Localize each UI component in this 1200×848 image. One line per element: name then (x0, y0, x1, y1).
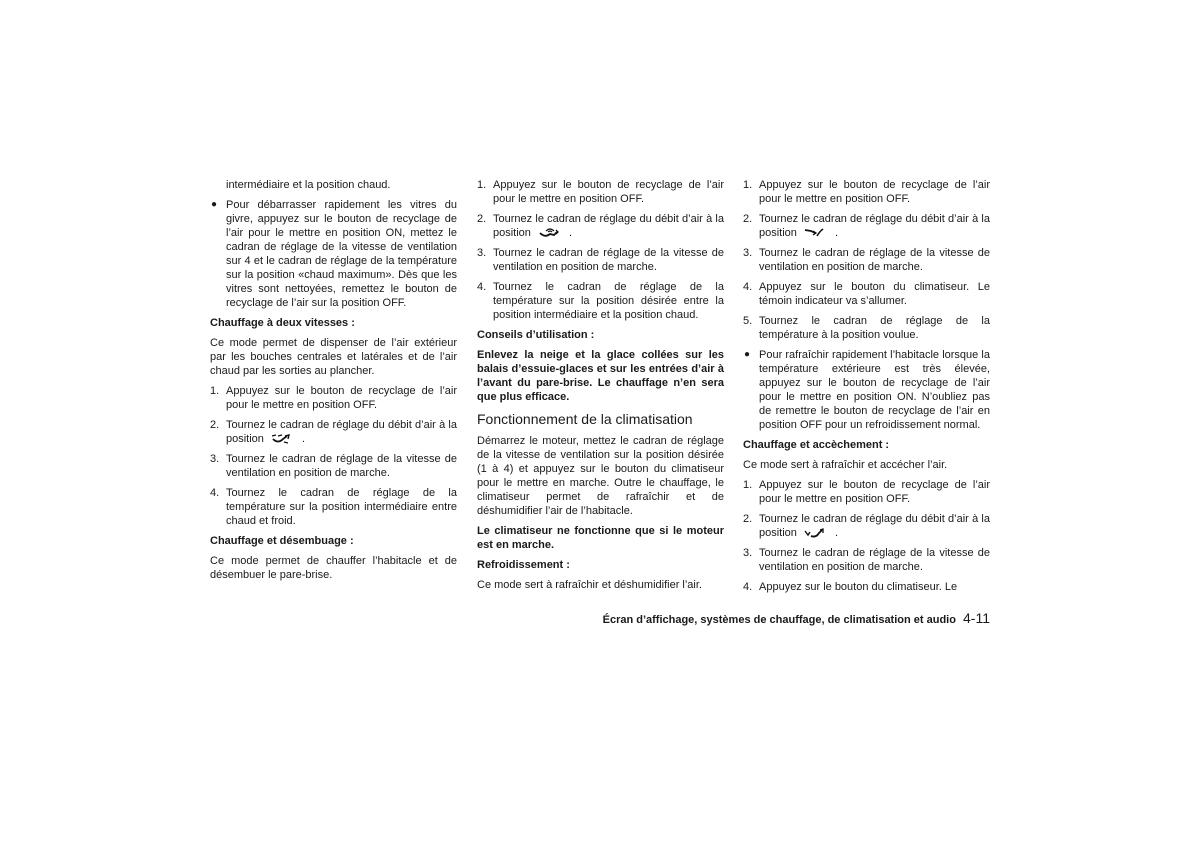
step-number: 4. (743, 281, 753, 293)
bullet-icon: ● (744, 349, 751, 360)
step-number: 5. (743, 315, 753, 327)
bullet-list (210, 198, 457, 310)
step-number: 2. (477, 213, 487, 225)
step-text: Appuyez sur le bouton de recyclage de l’air pour le mettre en position OFF. (493, 179, 724, 205)
step-text-end: . (835, 527, 839, 539)
footer-title: Écran d’affichage, systèmes de chauffage, de climatisation et audio (602, 614, 956, 626)
heading-conseils: Conseils d’utilisation : (477, 329, 595, 341)
steps-list (743, 478, 990, 594)
step-text-end: . (835, 227, 839, 239)
step-text: Tournez le cadran de réglage de la température à la position voulue. (759, 315, 990, 341)
column-1 (210, 178, 457, 588)
paragraph-desembuage: Ce mode permet de chauffer l’habitacle et de désembuer le pare-brise. (210, 555, 457, 581)
list-item (743, 546, 990, 574)
page-number: 4-11 (963, 610, 990, 626)
list-item (743, 280, 990, 308)
step-text: Appuyez sur le bouton de recyclage de l’air pour le mettre en position OFF. (226, 385, 457, 411)
paragraph-deux-vitesses: Ce mode permet de dispenser de l’air extérieur par les bouches centrales et latérales et de l’air chaud par les sorties au plancher. (210, 337, 457, 377)
step-number: 3. (743, 247, 753, 259)
continued-text: intermédiaire et la position chaud. (226, 179, 391, 191)
paragraph-conseils: Enlevez la neige et la glace collées sur les balais d’essuie-glaces et sur les entrées d’air à l’avant du pare-brise. Le chauffage n’en sera que plus efficace. (477, 349, 724, 403)
step-text: Tournez le cadran de réglage du débit d’air à la position (759, 513, 990, 539)
list-item (743, 478, 990, 506)
step-number: 3. (743, 547, 753, 559)
list-item (743, 212, 990, 240)
list-item (210, 384, 457, 412)
step-text: Tournez le cadran de réglage de la température sur la position désirée entre la position intermédiaire et la position chaud. (493, 281, 724, 321)
step-text: Tournez le cadran de réglage de la vitesse de ventilation en position de marche. (759, 247, 990, 273)
steps-list (210, 384, 457, 528)
step-number: 1. (210, 385, 220, 397)
paragraph-fonctionnement: Démarrez le moteur, mettez le cadran de réglage de la vitesse de ventilation sur la position désirée (1 à 4) et appuyez sur le bouton du climatiseur pour le mettre en marche. Outre le chauffage, le climatiseur permet de rafraîchir et de déshumidifier l’air de l’habitacle. (477, 435, 724, 517)
step-text: Tournez le cadran de réglage de la température sur la position intermédiaire entre chaud et froid. (226, 487, 457, 527)
list-item (743, 246, 990, 274)
step-number: 3. (210, 453, 220, 465)
heading-accechement: Chauffage et accèchement : (743, 439, 890, 451)
step-text: Tournez le cadran de réglage de la vitesse de ventilation en position de marche. (759, 547, 990, 573)
list-item (477, 178, 724, 206)
bullet-text: Pour débarrasser rapidement les vitres du givre, appuyez sur le bouton de recyclage de l’air pour le mettre en position ON, mettez le cadran de réglage de la vitesse de ventilation sur 4 et le cadran de réglage de la température sur la position «chaud maximum». Dès que les vitres sont nettoyées, remettez le bouton de recyclage de l’air sur la position OFF. (226, 199, 457, 309)
bullet-list (743, 348, 990, 432)
column-2 (477, 178, 724, 598)
step-text: Tournez le cadran de réglage de la vitesse de ventilation en position de marche. (493, 247, 724, 273)
step-text: Tournez le cadran de réglage de la vitesse de ventilation en position de marche. (226, 453, 457, 479)
step-number: 1. (477, 179, 487, 191)
list-item (210, 452, 457, 480)
step-number: 2. (743, 213, 753, 225)
step-number: 2. (210, 419, 220, 431)
heading-deux-vitesses: Chauffage à deux vitesses : (210, 317, 355, 329)
page-footer (560, 611, 990, 627)
step-text: Appuyez sur le bouton du climatiseur. Le (759, 581, 958, 593)
column-3 (743, 178, 990, 600)
steps-list (477, 178, 724, 322)
bullet-item (743, 348, 990, 432)
step-number: 4. (210, 487, 220, 499)
list-item (743, 512, 990, 540)
step-text-end: . (569, 227, 573, 239)
list-item (210, 486, 457, 528)
step-number: 4. (477, 281, 487, 293)
step-text: Appuyez sur le bouton du climatiseur. Le témoin indicateur va s’allumer. (759, 281, 990, 307)
list-item (477, 246, 724, 274)
bullet-item (210, 198, 457, 310)
list-item (743, 178, 990, 206)
step-number: 2. (743, 513, 753, 525)
step-text: Tournez le cadran de réglage du débit d’air à la position (493, 213, 724, 239)
step-text: Appuyez sur le bouton de recyclage de l’air pour le mettre en position OFF. (759, 479, 990, 505)
step-number: 1. (743, 179, 753, 191)
airflow-floor-icon (803, 527, 829, 539)
bullet-icon: ● (211, 199, 218, 210)
list-item (210, 418, 457, 446)
section-title-climatisation: Fonctionnement de la climatisation (477, 411, 693, 427)
bullet-text: Pour rafraîchir rapidement l’habitacle lorsque la température extérieure est très élevée, appuyez sur le bouton de recyclage de l’air pour le mettre en position ON. N’oubliez pas de remettre le bouton de recyclage de l’air en position OFF pour un refroidissement normal. (759, 349, 990, 431)
airflow-vent-icon (803, 227, 829, 239)
list-item (477, 212, 724, 240)
step-text: Tournez le cadran de réglage du débit d’air à la position (759, 213, 990, 239)
list-item (743, 580, 990, 594)
step-number: 1. (743, 479, 753, 491)
step-text-end: . (302, 433, 306, 445)
heading-desembuage: Chauffage et désembuage : (210, 535, 354, 547)
airflow-defrost-floor-icon (537, 227, 563, 239)
step-number: 3. (477, 247, 487, 259)
heading-refroidissement: Refroidissement : (477, 559, 570, 571)
step-number: 4. (743, 581, 753, 593)
paragraph-accechement: Ce mode sert à rafraîchir et accécher l’air. (743, 459, 948, 471)
paragraph-refroidissement: Ce mode sert à rafraîchir et déshumidifier l’air. (477, 579, 702, 591)
warning-note: Le climatiseur ne fonctionne que si le moteur est en marche. (477, 525, 724, 551)
step-text: Tournez le cadran de réglage du débit d’air à la position (226, 419, 457, 445)
list-item (743, 314, 990, 342)
airflow-bilevel-icon (270, 433, 296, 445)
step-text: Appuyez sur le bouton de recyclage de l’air pour le mettre en position OFF. (759, 179, 990, 205)
steps-list (743, 178, 990, 342)
list-item (477, 280, 724, 322)
